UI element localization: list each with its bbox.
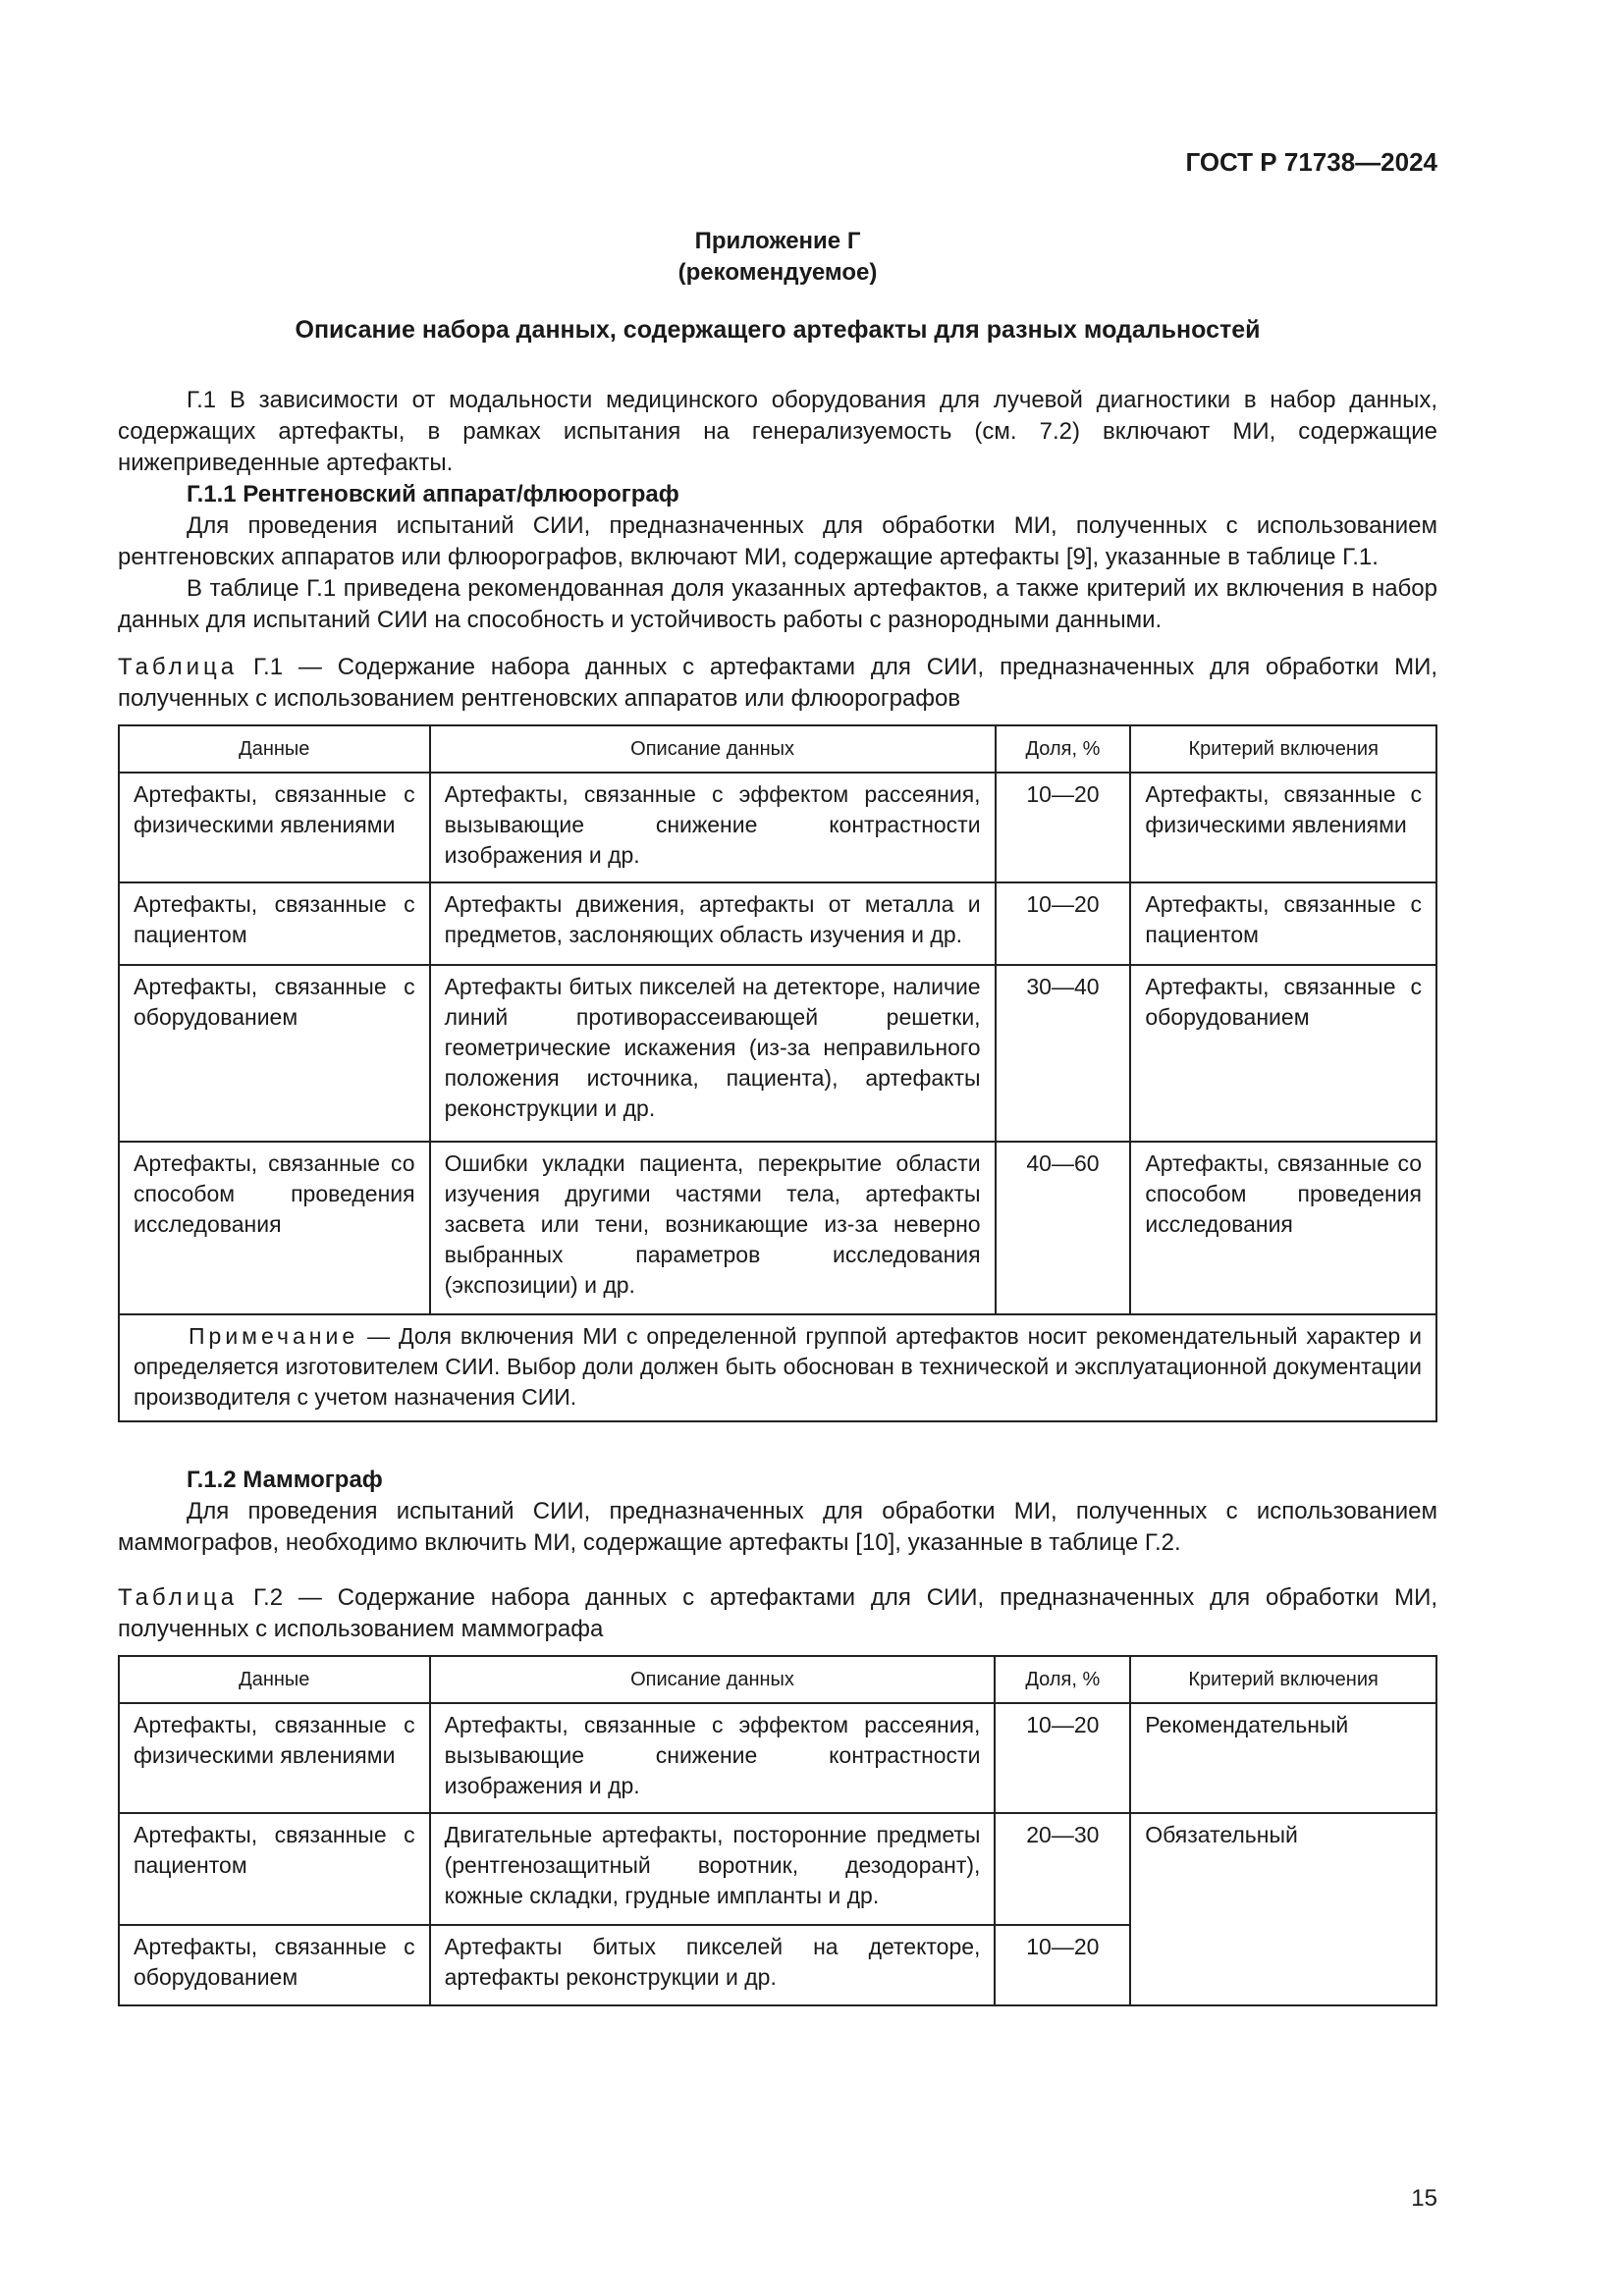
cell-description: Двигательные артефакты, посторонние предметы (рентгенозащитный воротник, дезодорант), кожные складки, грудные импланты и др. bbox=[430, 1813, 996, 1925]
table2-caption-label: Таблица bbox=[118, 1584, 239, 1611]
cell-criterion: Рекомендательный bbox=[1130, 1703, 1436, 1813]
table1-caption-text: Г.1 — Содержание набора данных с артефактами для СИИ, предназначенных для обработки МИ, полученных с использованием рентгеновских аппаратов или флюорографов bbox=[118, 654, 1437, 712]
cell-criterion: Артефакты, связанные с оборудованием bbox=[1130, 965, 1436, 1142]
column-header-description: Описание данных bbox=[430, 1656, 996, 1703]
table-row bbox=[119, 882, 1436, 965]
column-header-criterion: Критерий включения bbox=[1130, 1656, 1436, 1703]
section-title: Описание набора данных, содержащего артефакты для разных модальностей bbox=[295, 316, 1261, 344]
subsection-heading-g12: Г.1.2 Маммограф bbox=[187, 1467, 383, 1493]
subsection-heading-g11: Г.1.1 Рентгеновский аппарат/флюорограф bbox=[187, 481, 679, 507]
appendix-title: Приложение Г bbox=[694, 228, 861, 254]
table1-caption bbox=[118, 652, 1437, 715]
table-g1 bbox=[118, 724, 1437, 1422]
cell-data: Артефакты, связанные с оборудованием bbox=[119, 965, 430, 1142]
cell-share: 40—60 bbox=[996, 1142, 1131, 1314]
cell-share: 10—20 bbox=[996, 773, 1131, 882]
table2-caption-text: Г.2 — Содержание набора данных с артефактами для СИИ, предназначенных для обработки МИ, полученных с использованием маммографа bbox=[118, 1584, 1437, 1642]
cell-share: 10—20 bbox=[995, 1925, 1130, 2005]
column-header-description: Описание данных bbox=[430, 725, 996, 773]
cell-description: Артефакты движения, артефакты от металла и предметов, заслоняющих область изучения и др. bbox=[430, 882, 996, 965]
table1-caption-label: Таблица bbox=[118, 654, 239, 680]
table2-caption-block bbox=[118, 1582, 1437, 1645]
table-note-row bbox=[119, 1314, 1436, 1421]
cell-criterion: Обязательный bbox=[1130, 1813, 1436, 2005]
note-label: Примечание bbox=[189, 1323, 359, 1349]
cell-data: Артефакты, связанные с физическими явлениями bbox=[119, 1703, 430, 1813]
table-row bbox=[119, 1142, 1436, 1314]
document-code: ГОСТ Р 71738—2024 bbox=[1185, 147, 1437, 177]
table-row bbox=[119, 1813, 1436, 1925]
table1-caption-block bbox=[118, 652, 1437, 715]
table-row bbox=[119, 1703, 1436, 1813]
column-header-data: Данные bbox=[119, 1656, 430, 1703]
cell-criterion: Артефакты, связанные с пациентом bbox=[1130, 882, 1436, 965]
intro-block bbox=[118, 385, 1437, 636]
column-header-data: Данные bbox=[119, 725, 430, 773]
table-header-row bbox=[119, 1656, 1436, 1703]
paragraph-g11-1: Для проведения испытаний СИИ, предназначенных для обработки МИ, полученных с использованием рентгеновских аппаратов или флюорографов, включают МИ, содержащие артефакты [9], указанные в таблице Г.1. bbox=[118, 512, 1437, 570]
table-row bbox=[119, 773, 1436, 882]
cell-data: Артефакты, связанные с физическими явлениями bbox=[119, 773, 430, 882]
cell-share: 10—20 bbox=[996, 882, 1131, 965]
column-header-criterion: Критерий включения bbox=[1130, 725, 1436, 773]
cell-data: Артефакты, связанные с оборудованием bbox=[119, 1925, 430, 2005]
paragraph-g1: Г.1 В зависимости от модальности медицинского оборудования для лучевой диагностики в набор данных, содержащих артефакты, в рамках испытания на генерализуемость (см. 7.2) включают МИ, содержащие нижеприведенные артефакты. bbox=[118, 387, 1437, 476]
cell-criterion: Артефакты, связанные со способом проведения исследования bbox=[1130, 1142, 1436, 1314]
cell-data: Артефакты, связанные с пациентом bbox=[119, 882, 430, 965]
cell-share: 10—20 bbox=[995, 1703, 1130, 1813]
cell-share: 20—30 bbox=[995, 1813, 1130, 1925]
cell-criterion: Артефакты, связанные с физическими явлениями bbox=[1130, 773, 1436, 882]
note-text: — Доля включения МИ с определенной группой артефактов носит рекомендательный характер и определяется изготовителем СИИ. Выбор доли должен быть обоснован в технической и эксплуатационной документации производителя с учетом назначения СИИ. bbox=[134, 1323, 1422, 1410]
table-header-row bbox=[119, 725, 1436, 773]
table-row bbox=[119, 965, 1436, 1142]
section-g12-block bbox=[118, 1465, 1437, 1559]
paragraph-g11-2: В таблице Г.1 приведена рекомендованная доля указанных артефактов, а также критерий их включения в набор данных для испытаний СИИ на способность и устойчивость работы с разнородными данными. bbox=[118, 575, 1437, 633]
cell-data: Артефакты, связанные со способом проведения исследования bbox=[119, 1142, 430, 1314]
cell-share: 30—40 bbox=[996, 965, 1131, 1142]
cell-description: Артефакты, связанные с эффектом рассеяния, вызывающие снижение контрастности изображения и др. bbox=[430, 1703, 996, 1813]
appendix-type: (рекомендуемое) bbox=[677, 259, 878, 286]
appendix-heading bbox=[118, 226, 1437, 289]
cell-description: Артефакты битых пикселей на детекторе, артефакты реконструкции и др. bbox=[430, 1925, 996, 2005]
column-header-share: Доля, % bbox=[996, 725, 1131, 773]
table-g2 bbox=[118, 1655, 1437, 2006]
cell-description: Ошибки укладки пациента, перекрытие области изучения другими частями тела, артефакты засвета или тени, возникающие из-за неверно выбранных параметров исследования (экспозиции) и др. bbox=[430, 1142, 996, 1314]
column-header-share: Доля, % bbox=[995, 1656, 1130, 1703]
table1-note bbox=[119, 1314, 1436, 1421]
cell-description: Артефакты битых пикселей на детекторе, наличие линий противорассеивающей решетки, геометрические искажения (из-за неправильного положения источника, пациента), артефакты реконструкции и др. bbox=[430, 965, 996, 1142]
table2-caption bbox=[118, 1582, 1437, 1645]
page-number: 15 bbox=[1411, 2185, 1437, 2212]
cell-data: Артефакты, связанные с пациентом bbox=[119, 1813, 430, 1925]
paragraph-g12-1: Для проведения испытаний СИИ, предназначенных для обработки МИ, полученных с использованием маммографов, необходимо включить МИ, содержащие артефакты [10], указанные в таблице Г.2. bbox=[118, 1498, 1437, 1556]
cell-description: Артефакты, связанные с эффектом рассеяния, вызывающие снижение контрастности изображения и др. bbox=[430, 773, 996, 882]
